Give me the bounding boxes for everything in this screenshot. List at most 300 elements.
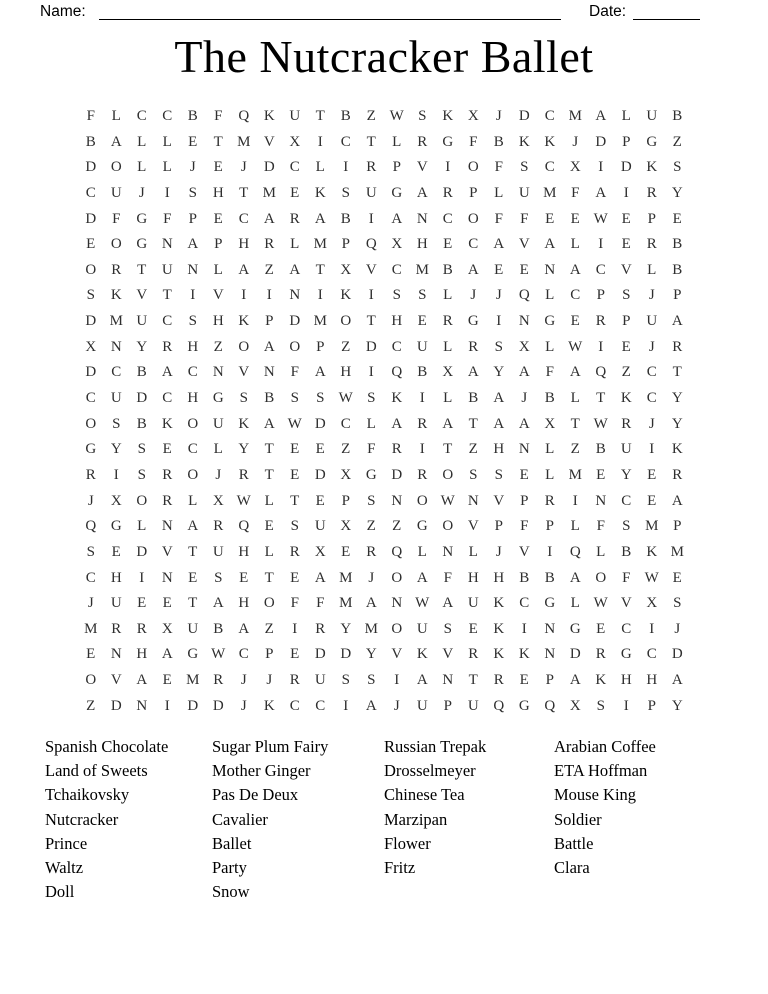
grid-letter: H bbox=[391, 313, 403, 330]
grid-letter: R bbox=[162, 466, 173, 483]
grid-letter: B bbox=[468, 390, 479, 407]
grid-letter: N bbox=[442, 543, 454, 560]
grid-letter: S bbox=[494, 466, 503, 483]
grid-letter: E bbox=[188, 133, 198, 150]
grid-row bbox=[78, 386, 690, 412]
grid-letter: G bbox=[85, 441, 97, 458]
grid-letter: I bbox=[521, 620, 527, 637]
grid-letter: A bbox=[569, 364, 581, 381]
grid-letter: P bbox=[214, 236, 223, 253]
grid-letter: J bbox=[215, 466, 222, 483]
grid-letter: Y bbox=[365, 646, 377, 663]
grid-letter: H bbox=[620, 672, 632, 689]
grid-letter: L bbox=[647, 261, 657, 278]
grid-letter: X bbox=[289, 133, 301, 150]
grid-letter: U bbox=[314, 518, 326, 535]
grid-letter: J bbox=[572, 133, 579, 150]
grid-letter: K bbox=[671, 441, 683, 458]
grid-letter: Q bbox=[238, 518, 250, 535]
grid-letter: B bbox=[672, 236, 683, 253]
grid-letter: N bbox=[544, 620, 556, 637]
grid-letter: K bbox=[314, 184, 326, 201]
grid-letter: M bbox=[186, 672, 200, 689]
grid-letter: P bbox=[392, 159, 401, 176]
grid-letter: I bbox=[368, 364, 374, 381]
grid-letter: Z bbox=[264, 261, 274, 278]
grid-letter: U bbox=[416, 338, 428, 355]
grid-letter: F bbox=[367, 441, 376, 458]
grid-letter: P bbox=[265, 313, 274, 330]
grid-letter: L bbox=[570, 595, 580, 612]
grid-letter: S bbox=[341, 184, 350, 201]
grid-letter: A bbox=[467, 364, 479, 381]
grid-letter: W bbox=[236, 492, 251, 509]
grid-letter: A bbox=[110, 133, 122, 150]
grid-letter: G bbox=[620, 646, 632, 663]
grid-letter: N bbox=[110, 338, 122, 355]
grid-letter: M bbox=[339, 569, 353, 586]
grid-letter: N bbox=[110, 646, 122, 663]
name-blank-line[interactable] bbox=[99, 1, 561, 20]
grid-letter: Z bbox=[86, 697, 96, 714]
grid-letter: F bbox=[163, 210, 172, 227]
grid-letter: H bbox=[493, 569, 505, 586]
grid-letter: O bbox=[340, 313, 352, 330]
grid-letter: T bbox=[315, 261, 325, 278]
grid-letter: R bbox=[111, 620, 122, 637]
grid-letter: A bbox=[365, 697, 377, 714]
grid-letter: I bbox=[623, 697, 629, 714]
grid-letter: L bbox=[366, 415, 376, 432]
grid-letter: R bbox=[595, 313, 606, 330]
grid-letter: H bbox=[212, 184, 224, 201]
grid-letter: P bbox=[545, 672, 554, 689]
grid-letter: E bbox=[213, 159, 223, 176]
grid-letter: R bbox=[468, 338, 479, 355]
grid-letter: D bbox=[110, 697, 122, 714]
grid-letter: F bbox=[520, 518, 529, 535]
grid-letter: J bbox=[648, 415, 655, 432]
grid-letter: A bbox=[212, 595, 224, 612]
grid-letter: X bbox=[391, 236, 403, 253]
grid-letter: J bbox=[240, 697, 247, 714]
word-list-column bbox=[384, 735, 486, 880]
grid-letter: B bbox=[187, 108, 198, 124]
grid-letter: Z bbox=[392, 518, 402, 535]
grid-letter: I bbox=[317, 133, 323, 150]
grid-letter: U bbox=[136, 313, 148, 330]
grid-letter: E bbox=[86, 236, 96, 253]
grid-letter: V bbox=[518, 236, 530, 253]
grid-letter: C bbox=[646, 390, 657, 407]
grid-row bbox=[78, 360, 690, 386]
grid-letter: A bbox=[391, 210, 403, 227]
grid-letter: U bbox=[314, 672, 326, 689]
grid-letter: I bbox=[572, 492, 578, 509]
grid-letter: U bbox=[416, 620, 428, 637]
grid-letter: V bbox=[416, 159, 428, 176]
grid-letter: F bbox=[290, 364, 299, 381]
grid-letter: P bbox=[469, 184, 478, 201]
word-list-item: Chinese Tea bbox=[384, 785, 465, 805]
grid-letter: K bbox=[340, 287, 352, 304]
grid-letter: C bbox=[442, 210, 453, 227]
grid-letter: O bbox=[595, 569, 607, 586]
grid-letter: S bbox=[418, 108, 427, 124]
grid-letter: L bbox=[315, 159, 325, 176]
grid-letter: E bbox=[672, 569, 682, 586]
grid-letter: L bbox=[213, 261, 223, 278]
grid-letter: R bbox=[646, 236, 657, 253]
grid-letter: I bbox=[598, 338, 604, 355]
grid-letter: U bbox=[110, 390, 122, 407]
grid-letter: N bbox=[467, 492, 479, 509]
grid-letter: X bbox=[646, 595, 658, 612]
grid-letter: M bbox=[364, 620, 378, 637]
grid-letter: K bbox=[493, 620, 505, 637]
grid-letter: E bbox=[570, 210, 580, 227]
grid-letter: I bbox=[649, 441, 655, 458]
grid-letter: S bbox=[367, 390, 376, 407]
grid-letter: V bbox=[110, 672, 122, 689]
grid-letter: T bbox=[264, 466, 274, 483]
grid-letter: D bbox=[187, 697, 199, 714]
grid-letter: C bbox=[519, 595, 530, 612]
grid-row bbox=[78, 463, 690, 489]
grid-letter: U bbox=[518, 184, 530, 201]
grid-letter: C bbox=[238, 210, 249, 227]
grid-letter: D bbox=[671, 646, 683, 663]
grid-letter: C bbox=[391, 338, 402, 355]
grid-letter: V bbox=[365, 261, 377, 278]
grid-letter: J bbox=[393, 697, 400, 714]
grid-letter: G bbox=[569, 620, 581, 637]
word-list-item: Cavalier bbox=[212, 809, 268, 829]
grid-letter: M bbox=[339, 595, 353, 612]
grid-letter: R bbox=[162, 338, 173, 355]
grid-letter: K bbox=[646, 159, 658, 176]
grid-letter: I bbox=[623, 184, 629, 201]
grid-letter: V bbox=[238, 364, 250, 381]
grid-letter: M bbox=[568, 108, 582, 124]
grid-letter: W bbox=[389, 108, 404, 124]
grid-letter: B bbox=[340, 210, 351, 227]
grid-letter: N bbox=[518, 313, 530, 330]
grid-letter: V bbox=[620, 595, 632, 612]
grid-letter: A bbox=[238, 261, 250, 278]
grid-letter: A bbox=[314, 569, 326, 586]
grid-letter: F bbox=[571, 184, 580, 201]
grid-letter: L bbox=[264, 543, 274, 560]
grid-letter: E bbox=[188, 569, 198, 586]
grid-letter: Y bbox=[493, 364, 505, 381]
grid-letter: A bbox=[365, 595, 377, 612]
grid-letter: A bbox=[187, 236, 199, 253]
grid-letter: M bbox=[109, 313, 123, 330]
grid-letter: E bbox=[519, 466, 529, 483]
grid-letter: Z bbox=[366, 518, 376, 535]
grid-letter: W bbox=[593, 210, 608, 227]
grid-letter: T bbox=[264, 569, 274, 586]
grid-letter: E bbox=[519, 672, 529, 689]
grid-letter: J bbox=[470, 287, 477, 304]
grid-letter: S bbox=[596, 697, 605, 714]
grid-letter: R bbox=[213, 518, 224, 535]
grid-letter: L bbox=[137, 518, 147, 535]
word-search-grid bbox=[78, 104, 690, 719]
grid-letter: X bbox=[467, 108, 479, 124]
grid-letter: T bbox=[443, 441, 453, 458]
grid-letter: X bbox=[340, 261, 352, 278]
grid-letter: L bbox=[621, 108, 631, 124]
grid-letter: E bbox=[264, 518, 274, 535]
grid-letter: L bbox=[111, 108, 121, 124]
grid-letter: Y bbox=[136, 338, 148, 355]
grid-letter: E bbox=[111, 543, 121, 560]
grid-letter: A bbox=[161, 364, 173, 381]
grid-letter: A bbox=[671, 492, 683, 509]
grid-letter: N bbox=[289, 287, 301, 304]
grid-letter: Z bbox=[366, 108, 376, 124]
grid-letter: K bbox=[391, 390, 403, 407]
grid-letter: N bbox=[187, 261, 199, 278]
grid-letter: K bbox=[263, 108, 275, 124]
grid-letter: O bbox=[289, 338, 301, 355]
grid-letter: E bbox=[162, 595, 172, 612]
grid-letter: M bbox=[568, 466, 582, 483]
grid-letter: G bbox=[544, 595, 556, 612]
grid-letter: C bbox=[85, 569, 96, 586]
grid-letter: E bbox=[137, 595, 147, 612]
grid-letter: S bbox=[316, 390, 325, 407]
grid-letter: W bbox=[593, 595, 608, 612]
grid-letter: B bbox=[264, 390, 275, 407]
grid-letter: S bbox=[86, 543, 95, 560]
grid-letter: X bbox=[340, 518, 352, 535]
grid-letter: D bbox=[314, 466, 326, 483]
grid-letter: D bbox=[85, 210, 97, 227]
grid-letter: A bbox=[671, 672, 683, 689]
grid-letter: R bbox=[162, 492, 173, 509]
grid-letter: R bbox=[264, 236, 275, 253]
grid-letter: C bbox=[85, 390, 96, 407]
grid-letter: T bbox=[239, 184, 249, 201]
grid-letter: Z bbox=[341, 338, 351, 355]
grid-letter: S bbox=[418, 287, 427, 304]
word-list-column bbox=[212, 735, 328, 904]
grid-letter: L bbox=[570, 236, 580, 253]
grid-letter: R bbox=[442, 184, 453, 201]
grid-letter: Q bbox=[238, 108, 250, 124]
grid-letter: Q bbox=[493, 697, 505, 714]
word-list-item: Land of Sweets bbox=[45, 761, 148, 781]
grid-letter: C bbox=[391, 261, 402, 278]
grid-letter: V bbox=[442, 646, 454, 663]
word-list-item: Sugar Plum Fairy bbox=[212, 737, 329, 756]
grid-letter: H bbox=[187, 390, 199, 407]
grid-letter: O bbox=[238, 338, 250, 355]
grid-letter: B bbox=[136, 415, 147, 432]
grid-letter: H bbox=[467, 569, 479, 586]
grid-letter: E bbox=[341, 543, 351, 560]
grid-letter: J bbox=[240, 672, 247, 689]
grid-letter: E bbox=[315, 441, 325, 458]
grid-letter: O bbox=[136, 492, 148, 509]
grid-letter: O bbox=[110, 236, 122, 253]
grid-letter: X bbox=[544, 415, 556, 432]
grid-letter: F bbox=[112, 210, 121, 227]
word-list-column bbox=[45, 735, 168, 904]
grid-letter: C bbox=[621, 492, 632, 509]
grid-letter: E bbox=[86, 646, 96, 663]
grid-letter: E bbox=[596, 466, 606, 483]
grid-letter: L bbox=[392, 133, 402, 150]
grid-letter: B bbox=[136, 364, 147, 381]
grid-letter: T bbox=[188, 595, 198, 612]
grid-letter: R bbox=[366, 543, 377, 560]
grid-letter: F bbox=[494, 159, 503, 176]
grid-letter: N bbox=[544, 646, 556, 663]
grid-letter: I bbox=[139, 569, 145, 586]
grid-letter: E bbox=[494, 261, 504, 278]
grid-letter: H bbox=[493, 441, 505, 458]
grid-letter: L bbox=[443, 338, 453, 355]
grid-letter: Y bbox=[110, 441, 122, 458]
grid-letter: H bbox=[187, 338, 199, 355]
grid-letter: C bbox=[289, 159, 300, 176]
grid-letter: I bbox=[164, 184, 170, 201]
grid-letter: G bbox=[365, 466, 377, 483]
grid-letter: Q bbox=[85, 518, 97, 535]
grid-letter: B bbox=[544, 569, 555, 586]
grid-letter: J bbox=[495, 543, 502, 560]
grid-letter: B bbox=[519, 569, 530, 586]
grid-letter: R bbox=[289, 543, 300, 560]
grid-letter: D bbox=[85, 159, 97, 176]
grid-letter: O bbox=[187, 466, 199, 483]
grid-letter: S bbox=[137, 466, 146, 483]
grid-letter: W bbox=[440, 492, 455, 509]
grid-letter: C bbox=[289, 697, 300, 714]
grid-row bbox=[78, 207, 690, 233]
grid-letter: D bbox=[518, 108, 530, 124]
grid-letter: Z bbox=[341, 441, 351, 458]
grid-letter: S bbox=[494, 338, 503, 355]
grid-letter: E bbox=[621, 210, 631, 227]
grid-letter: J bbox=[521, 390, 528, 407]
grid-letter: A bbox=[314, 364, 326, 381]
grid-letter: G bbox=[467, 313, 479, 330]
grid-letter: A bbox=[314, 210, 326, 227]
grid-letter: G bbox=[187, 646, 199, 663]
grid-letter: A bbox=[493, 236, 505, 253]
grid-letter: R bbox=[672, 338, 683, 355]
grid-letter: N bbox=[595, 492, 607, 509]
grid-letter: K bbox=[238, 313, 250, 330]
grid-letter: L bbox=[137, 159, 147, 176]
grid-letter: O bbox=[263, 595, 275, 612]
grid-letter: G bbox=[110, 518, 122, 535]
grid-letter: K bbox=[518, 646, 530, 663]
grid-letter: R bbox=[417, 466, 428, 483]
grid-letter: M bbox=[543, 184, 557, 201]
grid-letter: X bbox=[442, 364, 454, 381]
grid-letter: I bbox=[598, 159, 604, 176]
grid-letter: L bbox=[545, 441, 555, 458]
grid-letter: C bbox=[136, 108, 147, 124]
grid-letter: C bbox=[646, 646, 657, 663]
grid-letter: O bbox=[442, 466, 454, 483]
grid-letter: Y bbox=[671, 415, 683, 432]
grid-letter: N bbox=[263, 364, 275, 381]
word-list-item: Arabian Coffee bbox=[554, 737, 656, 756]
grid-letter: M bbox=[262, 184, 276, 201]
grid-letter: I bbox=[266, 287, 272, 304]
word-list-item: Drosselmeyer bbox=[384, 761, 476, 781]
grid-letter: R bbox=[672, 466, 683, 483]
grid-letter: T bbox=[366, 313, 376, 330]
grid-row bbox=[78, 617, 690, 643]
grid-letter: F bbox=[214, 108, 223, 124]
grid-letter: B bbox=[672, 261, 683, 278]
grid-letter: Q bbox=[544, 697, 556, 714]
grid-letter: R bbox=[621, 415, 632, 432]
grid-row bbox=[78, 694, 690, 720]
grid-row bbox=[78, 181, 690, 207]
grid-letter: S bbox=[214, 569, 223, 586]
grid-row bbox=[78, 437, 690, 463]
grid-letter: K bbox=[518, 133, 530, 150]
grid-letter: S bbox=[622, 287, 631, 304]
grid-letter: C bbox=[544, 159, 555, 176]
grid-letter: L bbox=[264, 492, 274, 509]
word-list-item: Tchaikovsky bbox=[45, 785, 130, 805]
grid-letter: S bbox=[622, 518, 631, 535]
grid-letter: U bbox=[467, 595, 479, 612]
word-list-item: Nutcracker bbox=[45, 809, 119, 829]
grid-letter: X bbox=[110, 492, 122, 509]
grid-letter: S bbox=[367, 672, 376, 689]
grid-letter: U bbox=[646, 313, 658, 330]
grid-letter: G bbox=[416, 518, 428, 535]
grid-letter: C bbox=[621, 620, 632, 637]
grid-letter: D bbox=[391, 466, 403, 483]
grid-letter: R bbox=[85, 466, 96, 483]
grid-letter: C bbox=[468, 236, 479, 253]
date-blank-line[interactable] bbox=[633, 1, 700, 20]
grid-letter: Y bbox=[671, 390, 683, 407]
grid-letter: G bbox=[518, 697, 530, 714]
grid-letter: R bbox=[315, 620, 326, 637]
grid-letter: A bbox=[569, 672, 581, 689]
grid-letter: H bbox=[238, 595, 250, 612]
grid-letter: B bbox=[213, 620, 224, 637]
grid-letter: O bbox=[187, 415, 199, 432]
grid-letter: P bbox=[341, 492, 350, 509]
grid-letter: R bbox=[417, 415, 428, 432]
grid-letter: A bbox=[442, 595, 454, 612]
grid-letter: L bbox=[545, 466, 555, 483]
grid-letter: F bbox=[469, 133, 478, 150]
grid-letter: S bbox=[392, 287, 401, 304]
grid-row bbox=[78, 309, 690, 335]
grid-letter: I bbox=[292, 620, 298, 637]
grid-letter: B bbox=[340, 108, 351, 124]
grid-letter: K bbox=[493, 595, 505, 612]
grid-letter: B bbox=[621, 543, 632, 560]
grid-letter: T bbox=[213, 133, 223, 150]
grid-letter: L bbox=[290, 236, 300, 253]
